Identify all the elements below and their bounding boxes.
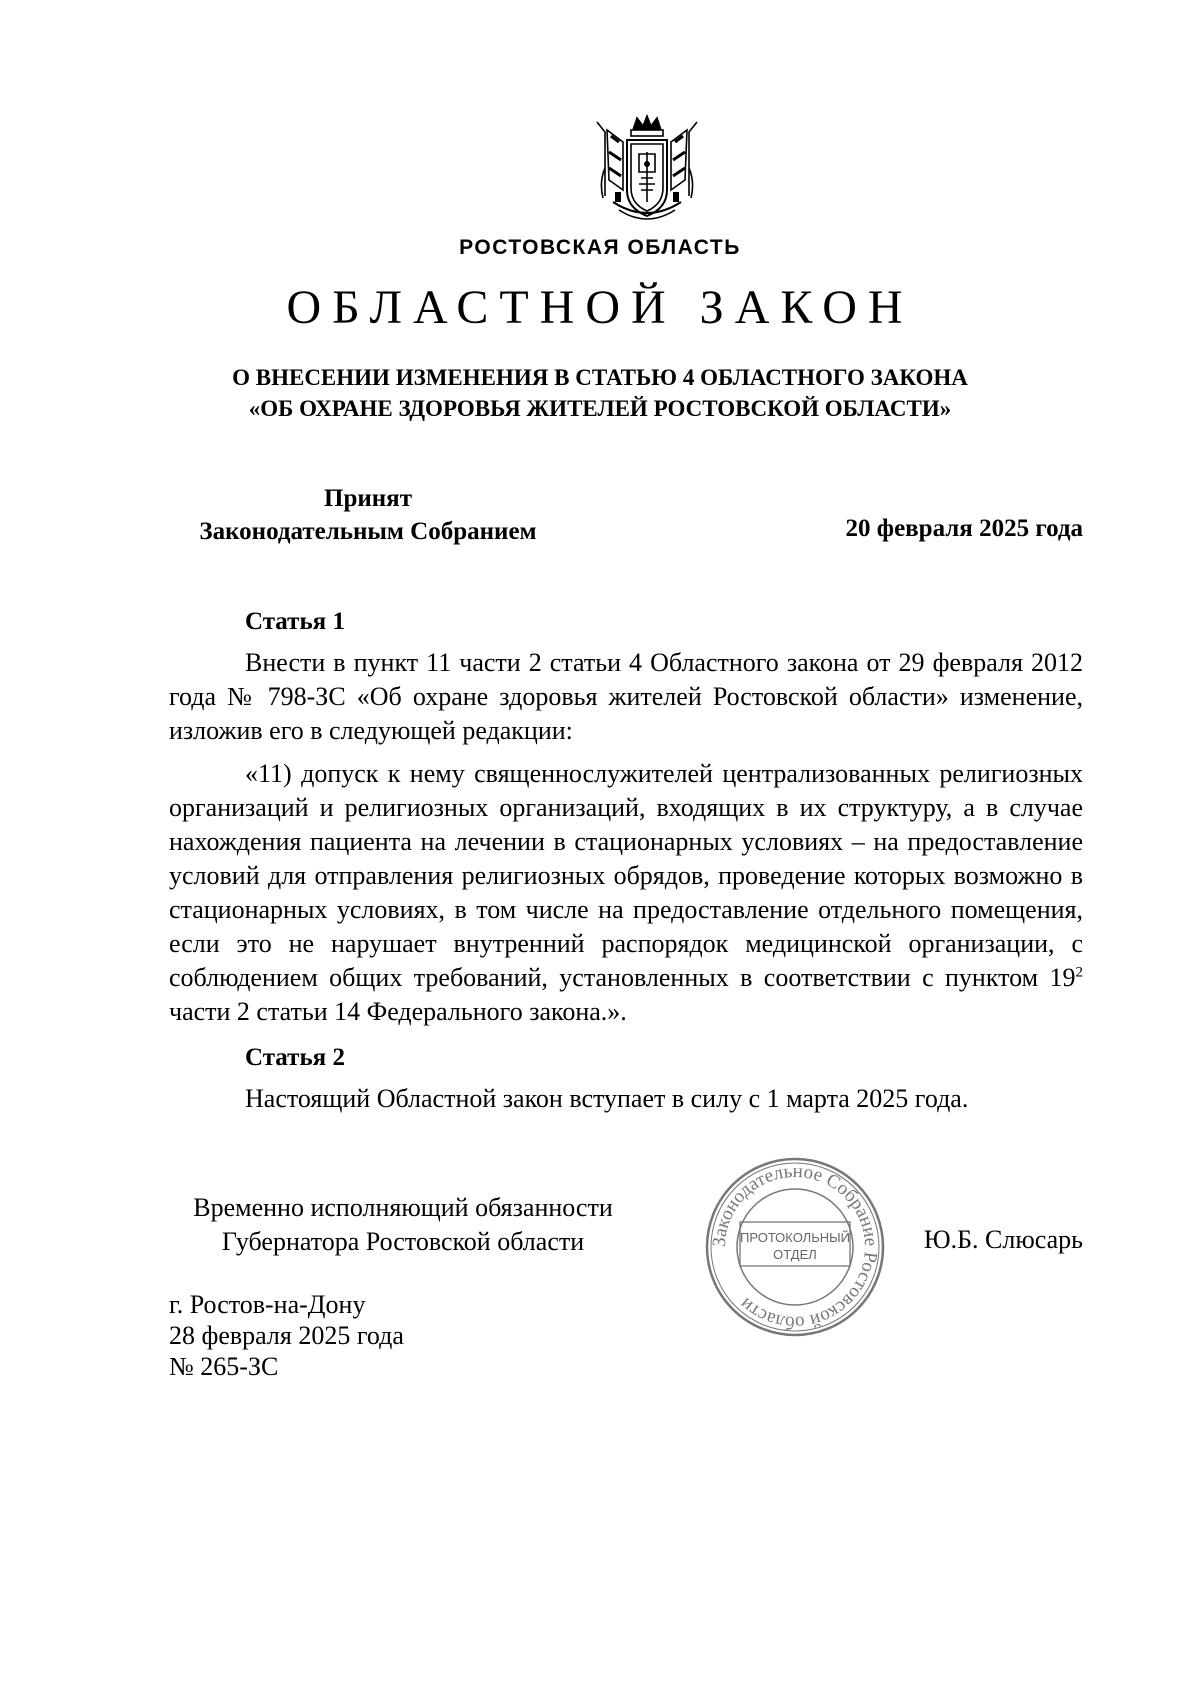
signing-date: 28 февраля 2025 года [169,1321,404,1350]
article-2-title: Статья 2 [245,1044,345,1071]
article-1-paragraph-2 [169,757,1083,1029]
article-1-paragraph-1: Внести в пункт 11 части 2 статьи 4 Областного закона от 29 февраля 2012 года № 798-ЗС «Об охране здоровья жителей Ростовской области» изменение, изложив его в следующей редакции: [169,648,1083,745]
signing-details [169,1289,404,1382]
article-1-title: Статья 1 [245,608,345,635]
article-2-paragraph-1: Настоящий Областной закон вступает в силу с 1 марта 2025 года. [245,1084,969,1113]
law-title [100,362,1100,424]
stamp-center-line: ПРОТОКОЛЬНЫЙ [739,1230,851,1245]
adoption-date: 20 февраля 2025 года [845,515,1083,542]
official-stamp [700,1152,890,1342]
superscript: 2 [1075,964,1083,981]
adoption-block [168,482,568,548]
paragraph-text: «11) допуск к нему священнослужителей централизованных религиозных организаций и религиозных организаций, входящих в их структуру, а в случае нахождения пациента на лечении в стационарных условиях – на предоставление условий для отправления религиозных обрядов, проведение которых возможно в стационарных условиях, в том числе на предоставление отдельного помещения, если это не нарушает внутренний распорядок медицинской организации, с соблюдением общих требований, установленных в соответствии с пунктом 19 [169,759,1083,992]
law-number: № 265-ЗС [169,1352,279,1381]
law-title-line: О ВНЕСЕНИИ ИЗМЕНЕНИЯ В СТАТЬЮ 4 ОБЛАСТНОГО ЗАКОНА [232,365,968,390]
region-name: РОСТОВСКАЯ ОБЛАСТЬ [459,236,741,259]
coat-of-arms-icon [585,112,709,230]
adoption-body: Законодательным Собранием [199,518,537,545]
signer-position-line: Губернатора Ростовской области [221,1227,585,1256]
signer-position-line: Временно исполняющий обязанности [193,1193,613,1222]
document-type: ОБЛАСТНОЙ ЗАКОН [286,281,914,334]
signer-position [168,1191,638,1259]
signer-name: Ю.Б. Слюсарь [923,1225,1083,1254]
signing-city: г. Ростов-на-Дону [169,1290,366,1319]
article-2-body [169,1082,1083,1116]
adoption-label: Принят [324,485,412,512]
stamp-center-line: ОТДЕЛ [773,1247,817,1262]
paragraph-text: части 2 статьи 14 Федерального закона.». [169,997,627,1026]
article-1-body [169,646,1083,1029]
law-title-line: «ОБ ОХРАНЕ ЗДОРОВЬЯ ЖИТЕЛЕЙ РОСТОВСКОЙ ОБЛАСТИ» [248,396,952,421]
stamp-ring-text: Законодательное Собрание Ростовской области [708,1160,882,1334]
